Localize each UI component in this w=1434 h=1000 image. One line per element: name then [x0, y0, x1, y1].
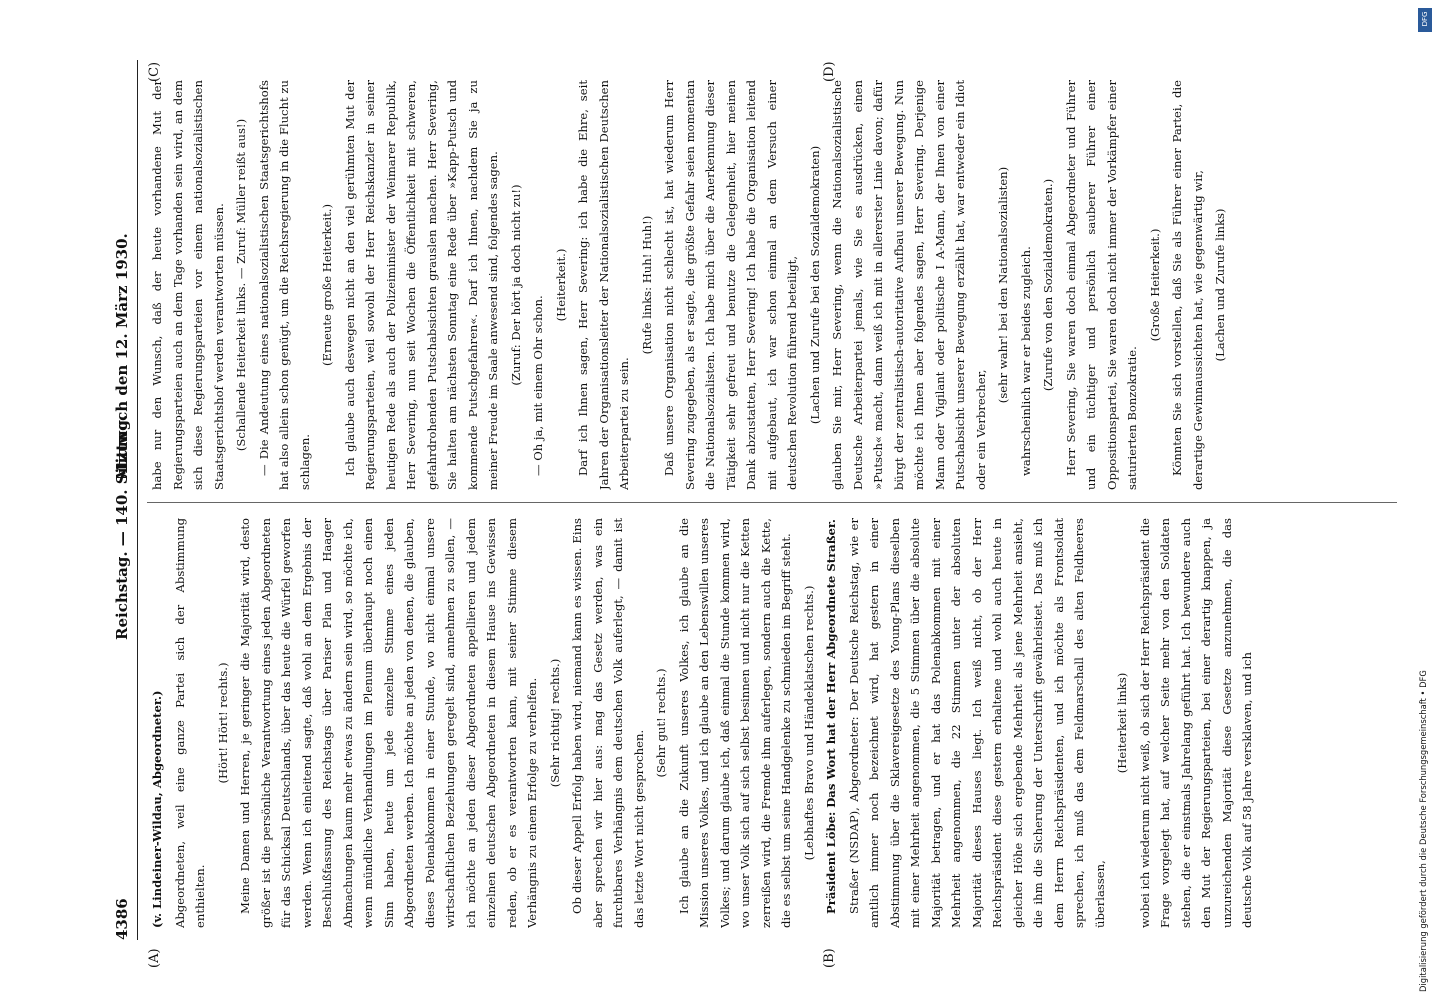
interjection: (Sehr richtig! rechts.) — [547, 658, 562, 788]
left-column — [147, 518, 1397, 928]
column-continuation-label: (v. Lindeiner-Wildau, Abgeordneter.) — [150, 690, 164, 928]
paragraph: Ob dieser Appell Erfolg haben wird, niemand kann es wissen. Eins aber sprechen wir hier aus: mag das Gesetz werden, was ein furchtbares Verhängnis dem deutschen Volk auferlegt, — damit ist das letzte Wort nicht gesprochen. — [570, 518, 646, 928]
paragraph: Straßer (NSDAP), Abgeordneter: Der Deutsche Reichstag, wie er amtlich immer noch bezeichnet wird, hat gestern in einer Abstimmung über die Sklavereigesetze des Young-Plans dieselben mit einer Mehrheit angenommen, die 5 Stimmen über die absolute Majorität betragen, und er hat das Polenabkommen mit einer Mehrheit angenommen, die 22 Stimmen unter der absoluten Majorität dieses Hauses liegt. Ich weiß nicht, ob der Herr Reichspräsident diese gestern erhaltene und wohl auch heute in gleicher Höhe sich ergebende Mehrheit als jene Mehrheit ansieht, die ihm die Sicherung der Unterschrift gewährleistet. Das muß ich dem Herrn Reichspräsidenten, und ich möchte als Frontsoldat sprechen, ich muß das dem Feldmarschall des alten Feldheeres überlassen, — [846, 518, 1107, 928]
interjection: (Lachen und Zurufe bei den Sozialdemokraten) — [807, 145, 822, 425]
speaker-intro: Präsident Löbe: Das Wort hat der Herr Abgeordnete Straßer. — [824, 519, 838, 914]
interjection: (sehr wahr! bei den Nationalsozialisten) — [996, 166, 1010, 404]
margin-mark-b: (B) — [822, 948, 837, 968]
header-title: Reichstag. — 140. Sitzung. — [113, 414, 131, 640]
rotated-page — [107, 60, 1407, 968]
paragraph: glauben Sie mir, Herr Severing, wenn die Nationalsozialistische Deutsche Arbeiterpartei jemals, wie Sie es ausdrücken, einen »Putsch« macht, dann weiß ich mit in allererster Linie davon; dafür bürgt der zentralistisch-autoritative Aufbau unserer Bewegung. Nun möchte ich Ihnen aber folgendes sagen, Herr Severing. Derjenige Mann oder Vigilant oder politische I A-Mann, der Ihnen von einer Putschabsicht unserer Bewegung erzählt hat, war entweder ein Idiot oder ein Verbrecher, — [830, 80, 988, 490]
interjection: (Heiterkeit links) — [1115, 672, 1129, 774]
dfg-logo: DFG — [1418, 8, 1432, 32]
margin-mark-a: (A) — [147, 948, 162, 968]
running-header — [107, 60, 138, 940]
paragraph: wahrscheinlich war er beides zugleich. — [1018, 246, 1033, 476]
paragraph: Meine Damen und Herren, je geringer die Majorität wird, desto größer ist die persönliche Verantwortung eines jeden Abgeordneten für das Schicksal Deutschlands, über das heute die Würfel geworfen werden. Wenn ich einleitend sagte, daß wohl an dem Ergebnis der Beschlußfassung des Reichstags über Pariser Plan und Haager Abmachungen kaum mehr etwas zu ändern sein wird, so möchte ich, wenn mündliche Verhandlungen im Plenum überhaupt noch einen Sinn haben, heute um jede einzelne Stimme eines jeden Abgeordneten werben. Ich möchte an jeden von denen, die glauben, dieses Polenabkommen in einer Stunde, wo nicht einmal unsere wirtschaftlichen Beziehungen geregelt sind, annehmen zu sollen, — ich möchte an jeden dieser Abgeordneten appellieren und jedem einzelnen deutschen Abgeordneten in diesem Hause ins Gewissen reden, ob er es verantworten kann, mit seiner Stimme diesem Verhängnis zu einem Erfolge zu verhelfen. — [238, 518, 539, 928]
paragraph: Ich glaube auch deswegen nicht an den viel gerühmten Mut der Regierungsparteien, weil sowohl der Herr Reichskanzler in seiner heutigen Rede als auch der Polizeiminister der Weimarer Republik, Herr Severing, nun seit Wochen die Öffentlichkeit mit schweren, gefahrdrohenden Putschabsichten grauslen machen. Herr Severing, Sie halten am nächsten Sonntag eine Rede über »Kapp-Putsch und kommende Putschgefahren«. Darf ich Ihnen, nachdem Sie ja zu meiner Freude im Saale anwesend sind, folgendes sagen. — [342, 80, 500, 490]
interjection: (Rufe links: Huh! Huh!) — [639, 215, 654, 355]
paragraph: — Die Andeutung eines nationalsozialistischen Staatsgerichtshofs hat also allein schon genügt, um die Reichsregierung in die Flucht zu schlagen. — [256, 80, 312, 490]
interjection: (Lachen und Zurufe links) — [1213, 208, 1227, 362]
paragraph: Ich glaube an die Zukunft unseres Volkes, ich glaube an die Mission unseres Volkes, und ich glaube an den Lebenswillen unseres Volkes; und darum glaube ich, daß einmal die Stunde kommen wird, wo unser Volk sich auf sich selbst besinnen und nicht nur die Ketten zerreißen wird, die Fremde ihm auferlegen, sondern auch die Kette, die es selbst um seine Handgelenke zu schmieden im Begriff steht. — [676, 518, 793, 928]
interjection: (Erneute große Heiterkeit.) — [320, 204, 334, 366]
paragraph: wobei ich wiederum nicht weiß, ob sich der Herr Reichspräsident die Frage vorgelegt hat, auf welcher Seite mehr von den Soldaten stehen, die er einstmals Jahrelang geführt hat. Ich bewundere auch den Mut der Regierungsparteien, bei einer derartig knappen, ja unzureichenden Majorität diese Gesetze anzunehmen, die das deutsche Volk auf 58 Jahre versklaven, und ich — [1137, 518, 1254, 928]
page-number: 4386 — [113, 898, 131, 940]
interjection: (Lebhaftes Bravo und Händeklatschen rechts.) — [801, 585, 816, 861]
right-column — [147, 80, 1397, 490]
header-date: Mittwoch den 12. März 1930. — [113, 233, 131, 480]
paragraph: Daß unsere Organisation nicht schlecht ist, hat wiederum Herr Severing zugegeben, als er sagte, die größte Gefahr seien momentan die Nationalsozialisten. Ich habe mich über die Anerkennung dieser Tätigkeit sehr gefreut und benutze die Gelegenheit, hier meinen Dank abzustatten, Herr Severing! Ich habe die Organisation leitend mit aufgebaut, ich war schon einmal an dem Versuch einer deutschen Revolution führend beteiligt, — [662, 80, 799, 490]
paragraph: — Oh ja, mit einem Ohr schon. — [531, 295, 545, 476]
interjection: (Sehr gut! rechts.) — [654, 668, 668, 778]
margin-mark-c: (C) — [147, 61, 162, 82]
interjection: (Zurufe von den Sozialdemokraten.) — [1041, 178, 1055, 392]
paragraph: Könnten Sie sich vorstellen, daß Sie als Führer einer Partei, die derartige Gewinnaussichten hat, wie gegenwärtig wir, — [1170, 80, 1205, 490]
digitization-sidebar — [1414, 8, 1432, 992]
paragraph: habe nur den Wunsch, daß der heute vorhandene Mut der Regierungsparteien auch an dem Tage vorhanden sein wird, an dem sich diese Regierungsparteien vor einem nationalsozialistischen Staatsgerichtshof werden verantworten müssen. — [150, 80, 226, 490]
interjection: (Große Heiterkeit.) — [1147, 228, 1162, 342]
interjection: (Hört! Hört! rechts.) — [215, 662, 230, 784]
digitization-credit: Digitalisierung gefördert durch die Deutsche Forschungsgemeinschaft • DFG — [1418, 670, 1428, 992]
paragraph: Abgeordneten, weil eine ganze Partei sich der Abstimmung enthielten. — [172, 518, 207, 928]
paragraph: Herr Severing, Sie waren doch einmal Abgeordneter und Führer und ein tüchtiger und persönlich sauberer Führer einer Oppositionspartei, Sie waren doch nicht immer der Vorkämpfer einer saturierten Bonzokratie. — [1063, 80, 1139, 490]
margin-mark-d: (D) — [822, 61, 837, 82]
paragraph: Darf ich Ihnen sagen, Herr Severing: ich habe die Ehre, seit Jahren der Organisationsleiter der Nationalsozialistischen Deutschen Arbeiterpartei zu sein. — [576, 80, 631, 490]
interjection: (Heiterkeit.) — [553, 248, 568, 322]
interjection: (Schallende Heiterkeit links. — Zuruf: Müller reißt aus!) — [234, 118, 248, 452]
interjection: (Zuruf: Der hört ja doch nicht zu!) — [508, 184, 523, 386]
column-divider — [147, 502, 1397, 503]
